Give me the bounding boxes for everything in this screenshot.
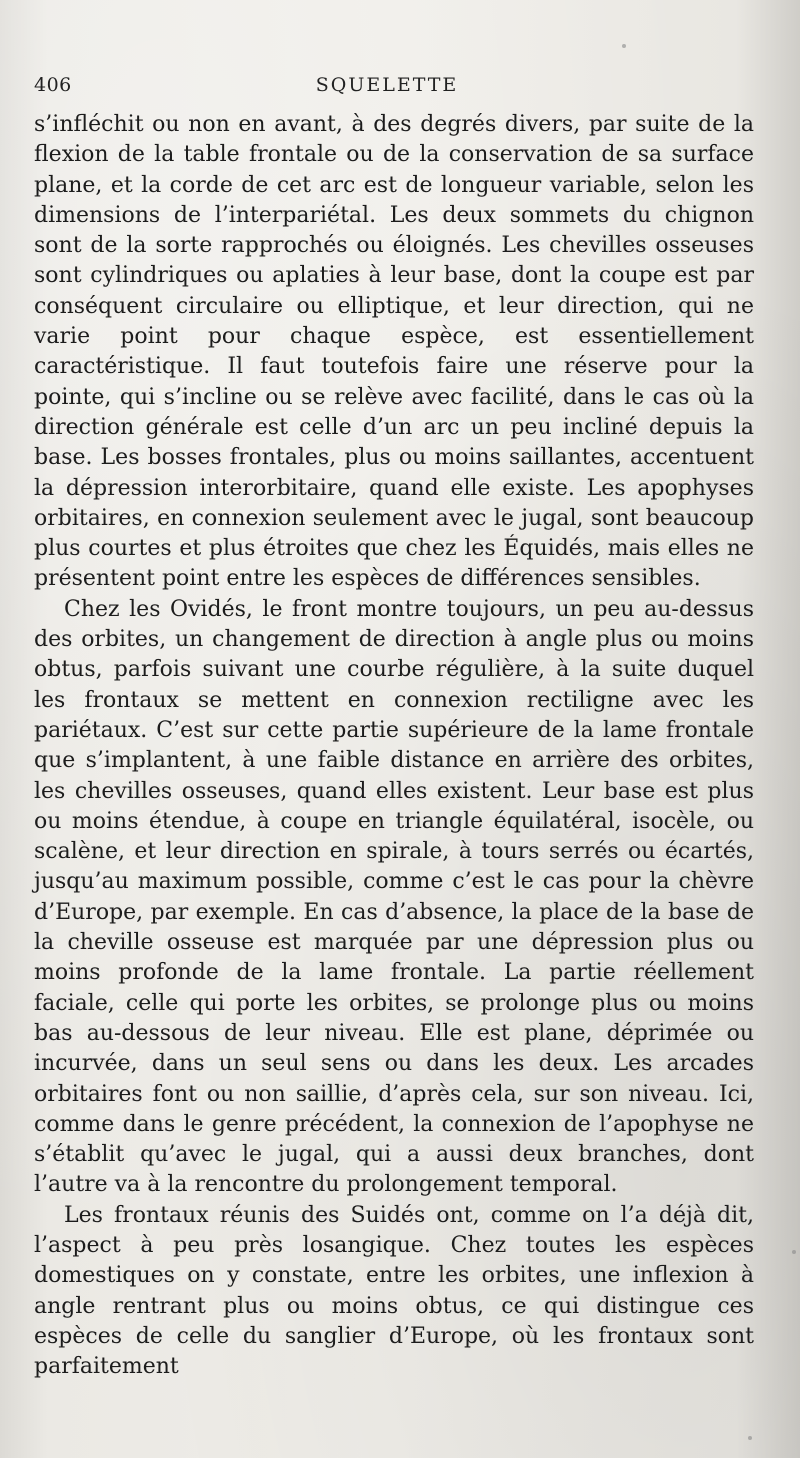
page-number: 406 <box>34 74 72 96</box>
paragraph-3: Les frontaux réunis des Suidés ont, comme on l’a déjà dit, l’aspect à peu près losangique. Chez toutes les espèces domestiques on y constate, entre les orbites, une inflexion à angle rentrant plus ou moins obtus, ce qui distingue ces espèces de celle du sanglier d’Europe, où les frontaux sont parfaitement <box>34 1202 754 1380</box>
paper-speck <box>748 1436 752 1440</box>
running-head <box>34 74 740 102</box>
body-text <box>34 110 754 1382</box>
paper-speck <box>792 1250 796 1254</box>
paragraph-1: s’infléchit ou non en avant, à des degrés divers, par suite de la flexion de la table frontale ou de la conservation de sa surface plane, et la corde de cet arc est de longueur variable, selon les dimensions de l’interpariétal. Les deux sommets du chignon sont de la sorte rapprochés ou éloignés. Les chevilles osseuses sont cylindriques ou aplaties à leur base, dont la coupe est par conséquent circulaire ou elliptique, et leur direction, qui ne varie point pour chaque espèce, est essentiellement caractéristique. Il faut toutefois faire une réserve pour la pointe, qui s’incline ou se relève avec facilité, dans le cas où la direction générale est celle d’un arc un peu incliné depuis la base. Les bosses frontales, plus ou moins saillantes, accentuent la dépression interorbitaire, quand elle existe. Les apophyses orbitaires, en connexion seulement avec le jugal, sont beaucoup plus courtes et plus étroites que chez les Équidés, mais elles ne présentent point entre les espèces de différences sensibles. <box>34 112 754 592</box>
paper-speck <box>622 44 626 48</box>
paragraph-2: Chez les Ovidés, le front montre toujours, un peu au-dessus des orbites, un changement de direction à angle plus ou moins obtus, parfois suivant une courbe régulière, à la suite duquel les frontaux se mettent en connexion rectiligne avec les pariétaux. C’est sur cette partie supérieure de la lame frontale que s’implantent, à une faible distance en arrière des orbites, les chevilles osseuses, quand elles existent. Leur base est plus ou moins étendue, à coupe en triangle équilatéral, isocèle, ou scalène, et leur direction en spirale, à tours serrés ou écartés, jusqu’au maximum possible, comme c’est le cas pour la chèvre d’Europe, par exemple. En cas d’absence, la place de la base de la cheville osseuse est marquée par une dépression plus ou moins profonde de la lame frontale. La partie réellement faciale, celle qui porte les orbites, se prolonge plus ou moins bas au-dessous de leur niveau. Elle est plane, déprimée ou incurvée, dans un seul sens ou dans les deux. Les arcades orbitaires font ou non saillie, d’après cela, sur son niveau. Ici, comme dans le genre précédent, la connexion de l’apophyse ne s’établit qu’avec le jugal, qui a aussi deux branches, dont l’autre va à la rencontre du prolongement temporal. <box>34 596 754 1198</box>
running-title: SQUELETTE <box>315 74 459 96</box>
